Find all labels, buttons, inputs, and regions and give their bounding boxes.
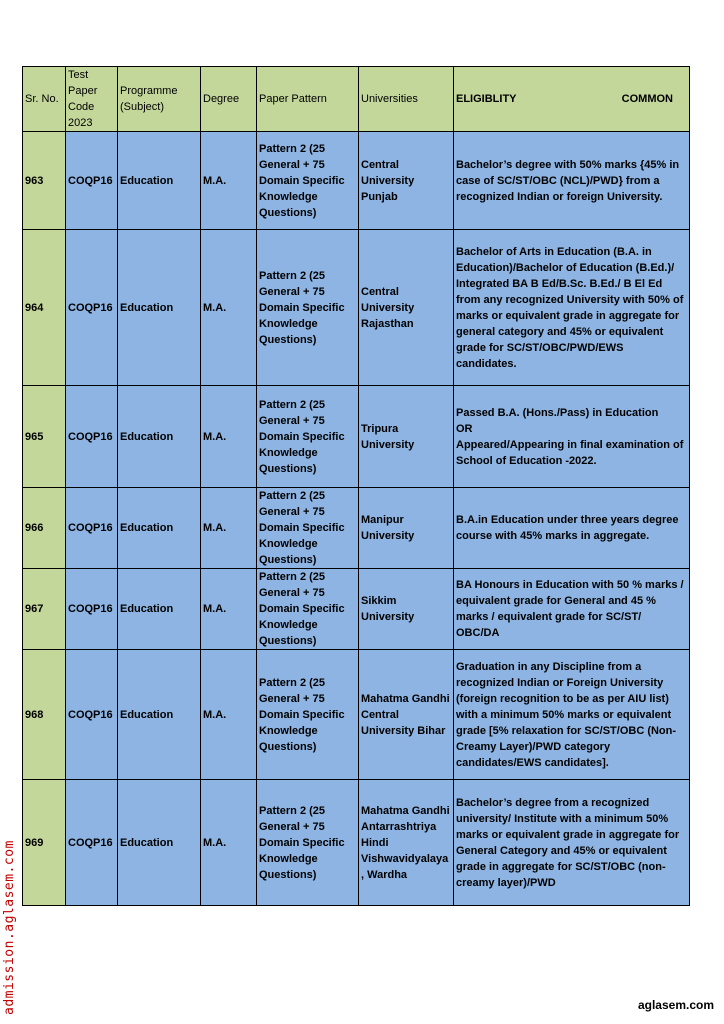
footer-watermark: aglasem.com	[637, 998, 714, 1012]
row-test-paper-code: COQP16	[66, 230, 118, 386]
row-paper-pattern: Pattern 2 (25 General + 75 Domain Specific Knowledge Questions)	[257, 780, 359, 906]
row-paper-pattern: Pattern 2 (25 General + 75 Domain Specific Knowledge Questions)	[257, 569, 359, 650]
row-degree: M.A.	[201, 488, 257, 569]
row-sr-no: 963	[23, 132, 66, 230]
row-sr-no: 966	[23, 488, 66, 569]
header-common-label: COMMON	[621, 93, 673, 105]
row-programme: Education	[118, 569, 201, 650]
row-eligibility: Graduation in any Discipline from a recognized Indian or Foreign University (foreign recognition to be as per AIU list) with a minimum 50% marks or equivalent grade [5% relaxation for SC/ST/OBC (Non-Creamy Layer)/PWD category candidates/EWS candidates].	[454, 650, 690, 780]
header-eligibility	[454, 67, 690, 132]
row-university: Mahatma Gandhi Central University Bihar	[359, 650, 454, 780]
row-university: Central University Punjab	[359, 132, 454, 230]
row-university: Central University Rajasthan	[359, 230, 454, 386]
header-paper-pattern: Paper Pattern	[257, 67, 359, 132]
row-degree: M.A.	[201, 780, 257, 906]
row-programme: Education	[118, 386, 201, 488]
row-university: Mahatma Gandhi Antarrashtriya Hindi Vishwavidyalaya, Wardha	[359, 780, 454, 906]
row-eligibility: Bachelor’s degree with 50% marks {45% in case of SC/ST/OBC (NCL)/PWD} from a recognized Indian or foreign University.	[454, 132, 690, 230]
table-row	[23, 569, 690, 650]
row-university: Manipur University	[359, 488, 454, 569]
row-sr-no: 964	[23, 230, 66, 386]
row-test-paper-code: COQP16	[66, 488, 118, 569]
row-university: Tripura University	[359, 386, 454, 488]
row-degree: M.A.	[201, 230, 257, 386]
row-eligibility: Bachelor’s degree from a recognized university/ Institute with a minimum 50% marks or equivalent grade in aggregate for General Category and 45% or equivalent grade in aggregate for SC/ST/OBC (non-creamy layer)/PWD	[454, 780, 690, 906]
header-degree: Degree	[201, 67, 257, 132]
row-programme: Education	[118, 650, 201, 780]
row-paper-pattern: Pattern 2 (25 General + 75 Domain Specific Knowledge Questions)	[257, 230, 359, 386]
header-eligibility-label: ELIGIBLITY	[456, 93, 517, 105]
row-test-paper-code: COQP16	[66, 650, 118, 780]
table-row	[23, 780, 690, 906]
row-degree: M.A.	[201, 386, 257, 488]
row-sr-no: 969	[23, 780, 66, 906]
side-watermark: admission.aglasem.com	[2, 840, 17, 1015]
header-sr-no: Sr. No.	[23, 67, 66, 132]
row-test-paper-code: COQP16	[66, 386, 118, 488]
row-eligibility: Bachelor of Arts in Education (B.A. in Education)/Bachelor of Education (B.Ed.)/ Integrated BA B Ed/B.Sc. B.Ed./ B El Ed from any recognized University with 50% of marks or equivalent grade in aggregate for general category and 45% or equivalent grade for SC/ST/OBC/PWD/EWS candidates.	[454, 230, 690, 386]
row-programme: Education	[118, 780, 201, 906]
row-programme: Education	[118, 488, 201, 569]
row-university: Sikkim University	[359, 569, 454, 650]
row-eligibility: Passed B.A. (Hons./Pass) in Education OR Appeared/Appearing in final examination of School of Education -2022.	[454, 386, 690, 488]
table-row	[23, 230, 690, 386]
header-programme: Programme (Subject)	[118, 67, 201, 132]
table-row	[23, 386, 690, 488]
row-paper-pattern: Pattern 2 (25 General + 75 Domain Specific Knowledge Questions)	[257, 132, 359, 230]
header-row	[23, 67, 690, 132]
table-row	[23, 488, 690, 569]
row-paper-pattern: Pattern 2 (25 General + 75 Domain Specific Knowledge Questions)	[257, 488, 359, 569]
header-universities: Universities	[359, 67, 454, 132]
row-test-paper-code: COQP16	[66, 780, 118, 906]
eligibility-table	[22, 66, 690, 906]
row-sr-no: 968	[23, 650, 66, 780]
row-eligibility: BA Honours in Education with 50 % marks / equivalent grade for General and 45 % marks / equivalent grade for SC/ST/ OBC/DA	[454, 569, 690, 650]
table-row	[23, 650, 690, 780]
row-test-paper-code: COQP16	[66, 569, 118, 650]
row-paper-pattern: Pattern 2 (25 General + 75 Domain Specific Knowledge Questions)	[257, 386, 359, 488]
row-test-paper-code: COQP16	[66, 132, 118, 230]
header-test-paper-code: Test Paper Code 2023	[66, 67, 118, 132]
row-degree: M.A.	[201, 132, 257, 230]
row-programme: Education	[118, 132, 201, 230]
row-sr-no: 965	[23, 386, 66, 488]
table-body	[23, 132, 690, 906]
row-sr-no: 967	[23, 569, 66, 650]
row-eligibility: B.A.in Education under three years degree course with 45% marks in aggregate.	[454, 488, 690, 569]
row-degree: M.A.	[201, 650, 257, 780]
table-row	[23, 132, 690, 230]
row-programme: Education	[118, 230, 201, 386]
row-degree: M.A.	[201, 569, 257, 650]
row-paper-pattern: Pattern 2 (25 General + 75 Domain Specific Knowledge Questions)	[257, 650, 359, 780]
